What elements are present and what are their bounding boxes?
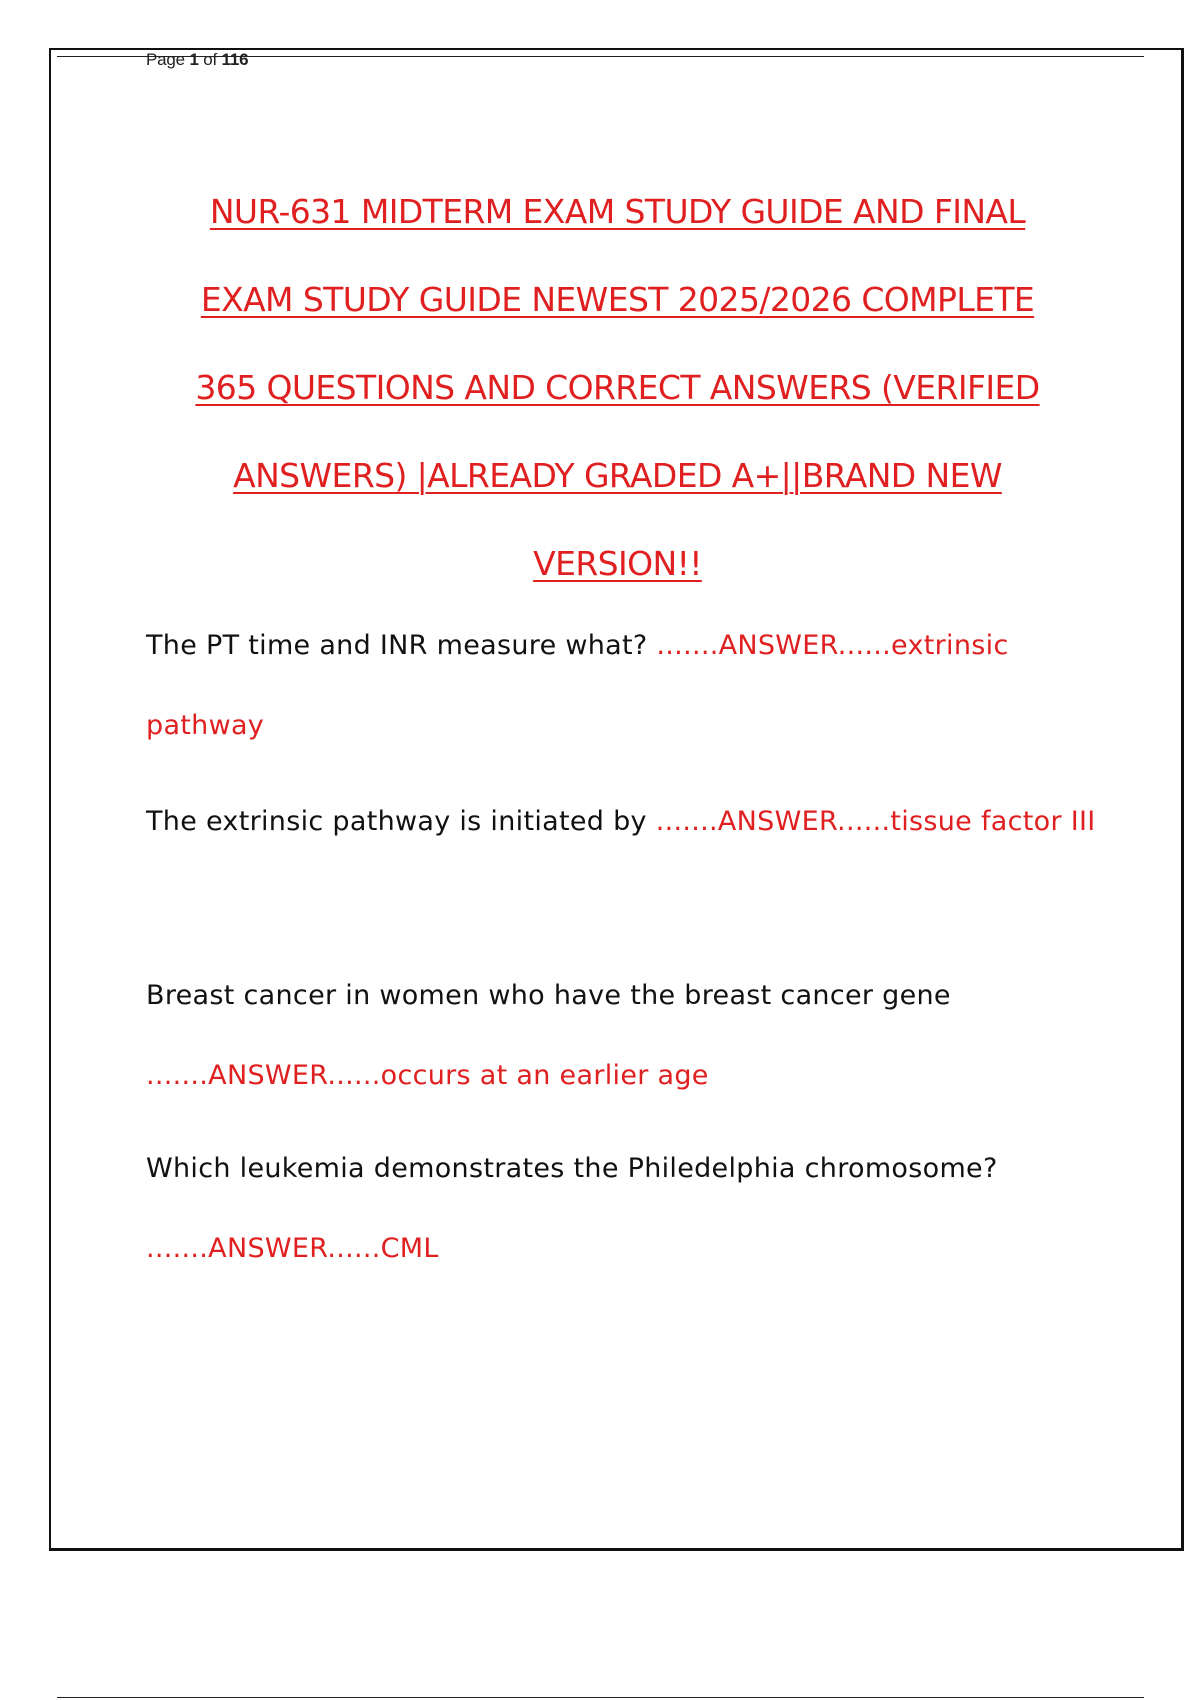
title-line [120,168,1115,256]
answer-text: .......ANSWER......occurs at an earlier age [146,1060,709,1091]
page-label: Page [146,50,185,69]
question-text: The extrinsic pathway is initiated by [146,806,647,837]
qa-item [146,1129,1106,1289]
title-line [120,432,1115,520]
answer-text: .......ANSWER......extrinsic pathway [146,630,1009,741]
title-line-text: NUR-631 MIDTERM EXAM STUDY GUIDE AND FINAL [209,192,1026,231]
title-line [120,256,1115,344]
page-number [146,50,248,70]
qa-item [146,782,1106,862]
answer-text: .......ANSWER......tissue factor III [655,806,1096,837]
title-line-text: ANSWERS) |ALREADY GRADED A+||BRAND NEW [233,456,1002,495]
title-line [120,520,1115,608]
question-text: Which leukemia demonstrates the Philedelphia chromosome? [146,1153,998,1184]
page-of-label: of [203,50,218,69]
qa-item [146,606,1106,766]
title-line-text: VERSION!! [533,544,702,583]
footer-rule [57,1697,1144,1698]
title-line [120,344,1115,432]
answer-text: .......ANSWER......CML [146,1233,439,1264]
title-line-text: 365 QUESTIONS AND CORRECT ANSWERS (VERIFIED [195,368,1040,407]
page-total: 116 [221,50,249,69]
qa-item [146,956,1106,1116]
document-title [120,168,1115,608]
page-current: 1 [189,50,199,69]
title-line-text: EXAM STUDY GUIDE NEWEST 2025/2026 COMPLETE [200,280,1035,319]
question-text: Breast cancer in women who have the breast cancer gene [146,980,951,1011]
question-text: The PT time and INR measure what? [146,630,648,661]
